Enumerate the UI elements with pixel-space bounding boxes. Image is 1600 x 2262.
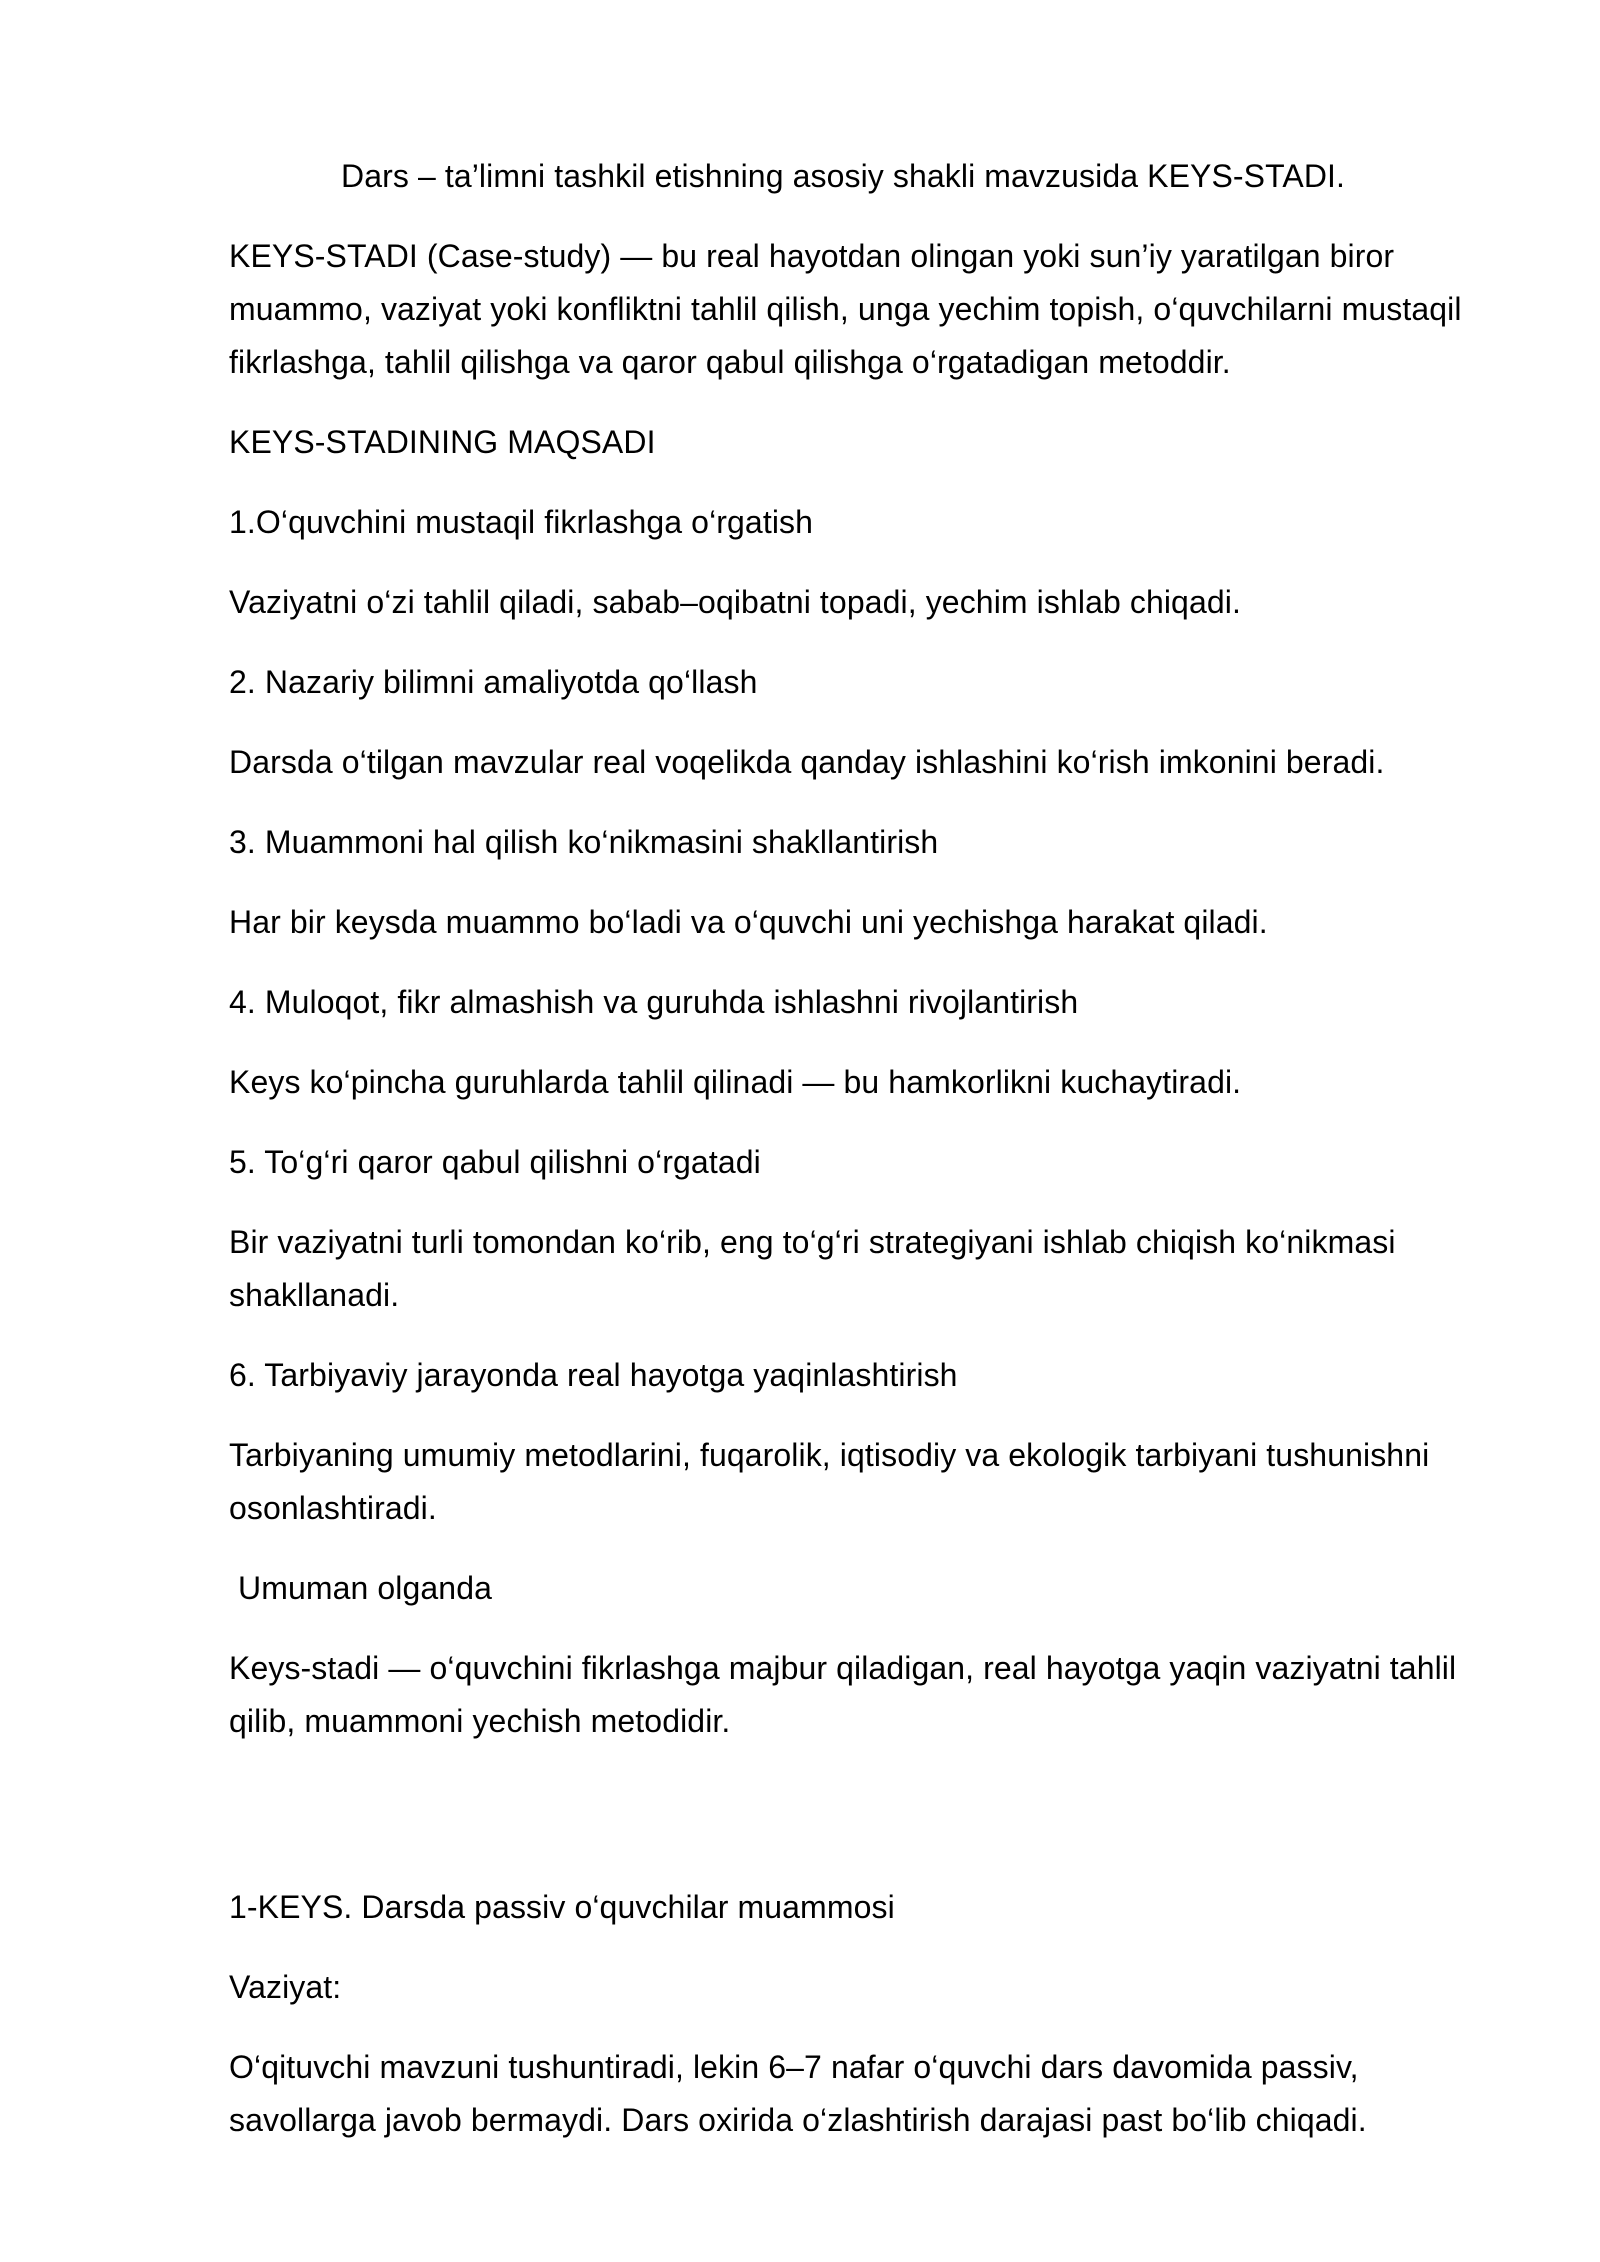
summary-heading: Umuman olganda xyxy=(238,1570,492,1606)
summary-text: Keys-stadi — o‘quvchini fikrlashga majbur qiladigan, real hayotga yaqin vaziyatni tahlil qilib, muammoni yechish metodidir. xyxy=(229,1650,1457,1739)
goal-3-heading: 3. Muammoni hal qilish ko‘nikmasini shakllantirish xyxy=(229,824,939,860)
goal-4-heading: 4. Muloqot, fikr almashish va guruhda ishlashni rivojlantirish xyxy=(229,984,1079,1020)
goal-3-text: Har bir keysda muammo bo‘ladi va o‘quvchi uni yechishga harakat qiladi. xyxy=(229,904,1268,940)
goal-1-text: Vaziyatni o‘zi tahlil qiladi, sabab–oqibatni topadi, yechim ishlab chiqadi. xyxy=(229,584,1241,620)
case-heading: 1-KEYS. Darsda passiv o‘quvchilar muammosi xyxy=(229,1889,895,1925)
goal-5-heading: 5. To‘g‘ri qaror qabul qilishni o‘rgatadi xyxy=(229,1144,761,1180)
document-title: Dars – ta’limni tashkil etishning asosiy shakli mavzusida KEYS-STADI. xyxy=(341,158,1346,194)
blank-space xyxy=(229,1775,1489,1881)
goal-6-text: Tarbiyaning umumiy metodlarini, fuqarolik, iqtisodiy va ekologik tarbiyani tushunishni osonlashtiradi. xyxy=(229,1437,1430,1526)
goal-5-text: Bir vaziyatni turli tomondan ko‘rib, eng to‘g‘ri strategiyani ishlab chiqish ko‘nikmasi shakllanadi. xyxy=(229,1224,1396,1313)
goal-2-heading: 2. Nazariy bilimni amaliyotda qo‘llash xyxy=(229,664,758,700)
document-body xyxy=(229,150,1489,2174)
case-text: O‘qituvchi mavzuni tushuntiradi, lekin 6–7 nafar o‘quvchi dars davomida passiv, savollarga javob bermaydi. Dars oxirida o‘zlashtirish darajasi past bo‘lib chiqadi. xyxy=(229,2049,1367,2138)
goal-4-text: Keys ko‘pincha guruhlarda tahlil qilinadi — bu hamkorlikni kuchaytiradi. xyxy=(229,1064,1242,1100)
goal-6-heading: 6. Tarbiyaviy jarayonda real hayotga yaqinlashtirish xyxy=(229,1357,958,1393)
case-label: Vaziyat: xyxy=(229,1969,342,2005)
goal-2-text: Darsda o‘tilgan mavzular real voqelikda qanday ishlashini ko‘rish imkonini beradi. xyxy=(229,744,1385,780)
goal-1-heading: 1.O‘quvchini mustaqil fikrlashga o‘rgatish xyxy=(229,504,814,540)
definition-paragraph: KEYS-STADI (Case-study) — bu real hayotdan olingan yoki sun’iy yaratilgan biror muammo, vaziyat yoki konfliktni tahlil qilish, unga yechim topish, o‘quvchilarni mustaqil fikrlashga, tahlil qilishga va qaror qabul qilishga o‘rgatadigan metoddir. xyxy=(229,238,1462,380)
section-heading-goals: KEYS-STADINING MAQSADI xyxy=(229,424,656,460)
